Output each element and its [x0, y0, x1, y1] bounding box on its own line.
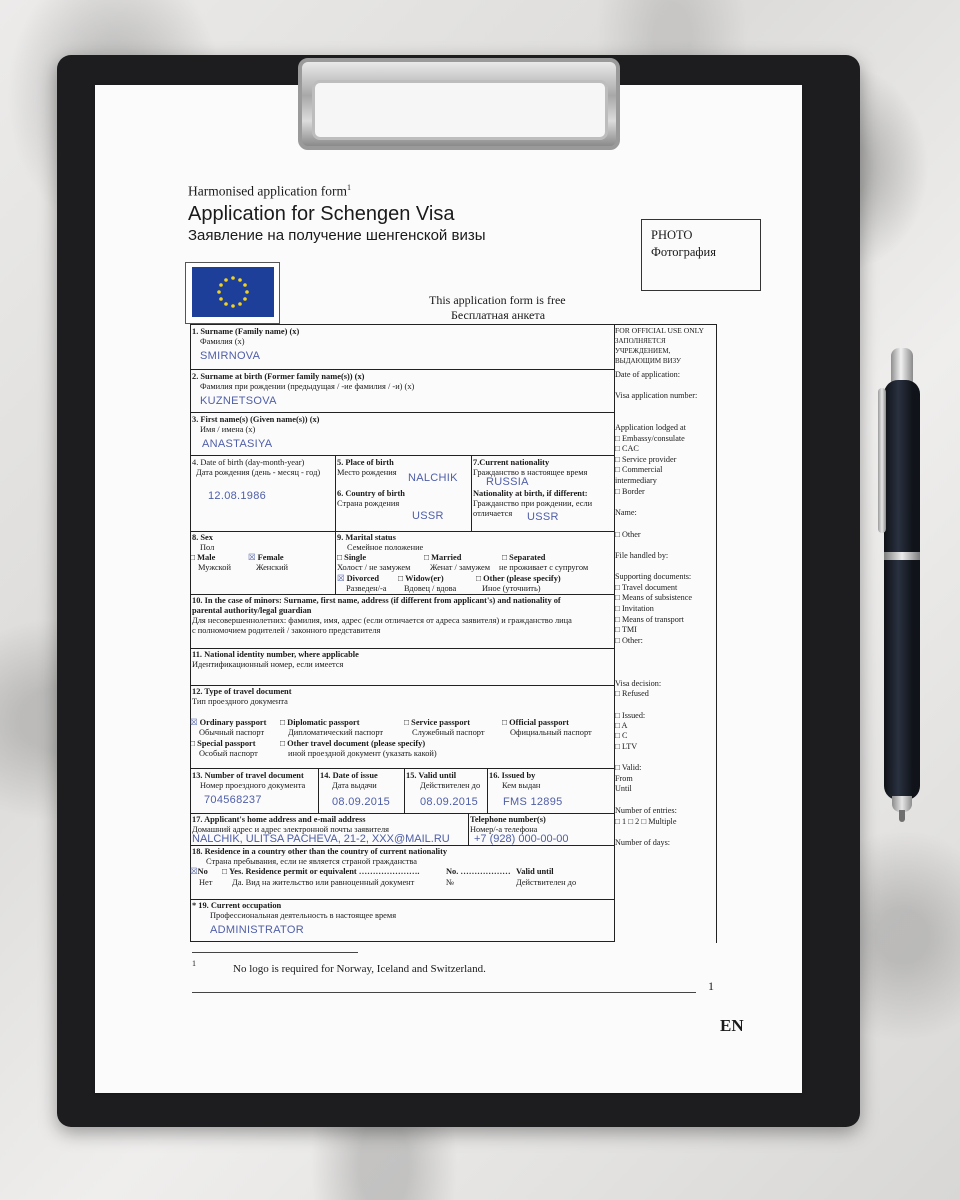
surname-field[interactable]: SMIRNOVA [200, 350, 261, 362]
free-notice-ru: Бесплатная анкета [451, 308, 546, 322]
photo-label-ru: Фотография [651, 245, 716, 259]
separated-checkbox[interactable]: □ Separated [502, 553, 546, 562]
sex-male-checkbox[interactable]: □ Male [190, 553, 216, 562]
eu-stars-icon [192, 267, 274, 317]
form-subtitle: Harmonised application form$^1$ [188, 183, 351, 199]
nationality-field[interactable]: RUSSIA [486, 476, 529, 488]
nationality-at-birth-field[interactable]: USSR [527, 511, 559, 523]
country-of-birth-field[interactable]: USSR [412, 510, 444, 522]
divorced-checkbox[interactable]: ☒ Divorced [337, 574, 380, 583]
issued-by-field[interactable]: FMS 12895 [503, 796, 563, 808]
occupation-field[interactable]: ADMINISTRATOR [210, 924, 304, 936]
application-form: 1. Surname (Family name) (x) Фамилия (x) SMIRNOVA 2. Surname at birth (Former family name(s)) (x) Фамилия при рождении (предыдущая / -ие фамилия / -и) (x) KUZNETSOVA 3. First name(s) (Given name(s)) (x) Имя / имена (x) ANASTASIYA 4. Date of birth (day-month-year) Дата рождения (день - месяц - год) 12.08.1986 5. Place of birth Место рождения NALCHIK 6. Country of birth Страна рождения USSR 7.Current nationality Гражданство в настоящее время RUSSIA Nationality at birth, if different: Гражданство при рождении, если отличается USSR 8. Sex Пол □ Male Мужской ☒ Female Женский 9. Marital status Семейное положение □ Single Холост / не замужем □ Married Женат / замужем □ Separated не проживает с супругом ☒ Divorced Разведен/-а □ Widow(er) Вдовец / вдова □ Other (please specify) Иное (уточнить) 10. In the case of minors: Surname, first name, address (if different from applicant's) and nationality of parental authority/legal guardian Для несовершеннолетних: фамилия, имя, адрес (если отличается от адреса заявителя) и гражданство лица с полномочием родителей / законного представителя 11. National identity number, where applicable Идентификационный номер, если имеется 12. Type of travel document Тип проездного документа ☒ Ordinary passport Обычный паспорт □ Diplomatic passport Дипломатический паспорт □ Service passport Служебный паспорт □ Official passport Официальный паспорт □ Special passport Особый паспорт □ Other travel document (please specify) иной проездной документ (указать какой) 13. Number of travel document Номер проездного документа 704568237 14. Date of issue Дата выдачи 08.09.2015 15. Valid until Действителен до 08.09.2015 16. Issued by Кем выдан FMS 12895 17. Applicant's home address and e-mail address Домашний адрес и адрес электронной почты заявителя NALCHIK, ULITSA PACHEVA, 21-2, XXX@MAIL.RU Telephone number(s) Номер/-а телефона +7 (928) 000-00-00 18. Residence in a country other than the country of current nationality Страна пребывания, если не является страной гражданства ☒No Нет □ Yes. Residence permit or equivalent …………………. Да. Вид на жительство или равноценный документ No. ……………… № Valid until Действителен до * 19. Current occupation Профессиональная деятельность в настоящее время ADMINISTRATOR [190, 324, 616, 942]
valid-until-field[interactable]: 08.09.2015 [420, 796, 479, 808]
footnote-number: 1 [192, 959, 196, 968]
footnote-divider [192, 952, 358, 953]
photo-label: PHOTO [651, 228, 693, 242]
clip-window [312, 80, 608, 140]
footer-line [192, 992, 696, 993]
telephone-field[interactable]: +7 (928) 000-00-00 [474, 833, 569, 845]
place-of-birth-field[interactable]: NALCHIK [408, 472, 458, 484]
pen-ring [884, 552, 920, 560]
date-of-birth-field[interactable]: 12.08.1986 [208, 490, 267, 502]
sex-female-checkbox[interactable]: ☒ Female [248, 553, 284, 562]
language-code: EN [720, 1016, 744, 1035]
pen-clip [878, 388, 886, 533]
first-name-field[interactable]: ANASTASIYA [202, 438, 273, 450]
service-passport-checkbox[interactable]: □ Service passport [404, 718, 471, 727]
photo-box[interactable] [641, 219, 761, 291]
pen [884, 380, 920, 800]
birth-surname-field[interactable]: KUZNETSOVA [200, 395, 277, 407]
residence-yes-checkbox[interactable]: □ Yes. Residence permit or equivalent …………………. [222, 867, 420, 876]
pen-point [899, 810, 905, 822]
widow-checkbox[interactable]: □ Widow(er) [398, 574, 444, 583]
residence-no-checkbox[interactable]: ☒No [190, 867, 208, 876]
free-notice: This application form is free [429, 293, 566, 307]
pen-cap [891, 348, 913, 384]
ordinary-passport-checkbox[interactable]: ☒ Ordinary passport [190, 718, 267, 727]
married-checkbox[interactable]: □ Married [424, 553, 462, 562]
other-document-checkbox[interactable]: □ Other travel document (please specify) [280, 739, 426, 748]
official-passport-checkbox[interactable]: □ Official passport [502, 718, 569, 727]
passport-number-field[interactable]: 704568237 [204, 794, 262, 806]
page-number: 1 [708, 979, 714, 993]
form-title: Application for Schengen Visa [188, 203, 455, 225]
form-title-ru: Заявление на получение шенгенской визы [188, 227, 486, 244]
other-marital-checkbox[interactable]: □ Other (please specify) [476, 574, 561, 583]
home-address-field[interactable]: NALCHIK, ULITSA PACHEVA, 21-2, XXX@MAIL.RU [192, 833, 450, 845]
eu-flag-logo [185, 262, 280, 324]
single-checkbox[interactable]: □ Single [337, 553, 367, 562]
date-of-issue-field[interactable]: 08.09.2015 [332, 796, 391, 808]
special-passport-checkbox[interactable]: □ Special passport [190, 739, 256, 748]
diplomatic-passport-checkbox[interactable]: □ Diplomatic passport [280, 718, 360, 727]
footnote-text: No logo is required for Norway, Iceland and Switzerland. [233, 963, 486, 975]
